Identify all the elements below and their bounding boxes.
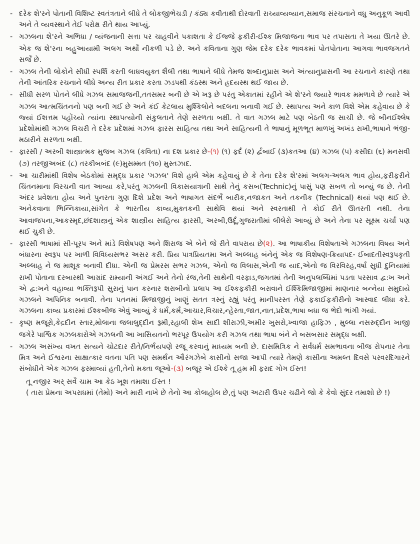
paragraph	[10, 341, 410, 375]
paragraph-text: આ ચારીમાંથી વિશેષ બેઠકોમાં સમૃદ્ધ પ્રકાર 'ગઝલ' વિશે હાલે એમ કહેવાયું છે કે તેના દરેક શે'રમાં અલગ-અલગ ભાવ હોય,ફરીફરીને ચિંતનમાના વિરચની વાત આવ્યા કરે,પરંતુ ગઝલની વિકાસયાત્રાની સાથે તેનું કસબ(Technic)નું પાસું પણ સબળ તો બન્યું જ છે. તેની અંદર પ્રવેશતા હોય અને પુનરતા ગુણ દિશે પ્રદેશ અને ભાષાગત સંદર્ભે બારીક,નજાકત અને તકનીક (Technical) થયાં પણ થઈ છે. અનેકવાના ભિન્નિકાયા,સાંગેત કે ભારતીય કાવ્ય,મુક્તકની સાથેવિ થયાં અને સ્વરતાથી તે કોઈ રીતે ઊતરતી નથી. તેના આવાજપના,આકસ્મૃદ,છંદશાસ્ત્રનું એક શાસ્ત્રીય સાહિત્ય ફારસી, અરબી,ઉર્દૂ,ગુજરાતીમાં લીલેરો આવ્યું છે અને તેના પર સૂક્ષ્મ ચર્ચા પણ થઈ ચુકી છે.	[19, 170, 410, 236]
bullet-marker: -	[10, 147, 13, 157]
paragraph-text: દરેક શે'રને પોતાની વિશિષ્ટ સ્વતંત્રતાને લીધે તે લોકજીભેચડી / કંઠ્ય કવીતાથી દોરવાતી રાચ્યાવ્યવ્યાન,સમાજ સંરચનાને વધુ અનુકૂળ આવી અને તે વ્યવસ્થાને તેઈ પરોક્ષ રીતે થાય આપ્યું.	[19, 9, 410, 30]
article-body	[10, 8, 410, 375]
paragraph-text: ફારસી / અરબી શાસ્ત્રાત્મક મુજબ ગઝલ (કવિતા) ના દશ પ્રકાર છે	[19, 147, 208, 157]
paragraph-text: ગઝલ તેની લોકોને સીધી સ્પર્શિ કરતી લાઘવયુક્ત શૈલી તથા ભાષાને લીધે તેમજ શબ્દાનુપ્રાસ અને અંત્યાનુપ્રાસની આ રચનાને કારણે તથા તેની આંતરિક રચનાને લીધે અન્ય રીત પ્રકાર કરતા ઝડપથી કંઠસ્થ અને હ્રદયસ્થ થઈ જાય છે.	[19, 67, 410, 88]
paragraph-text: ગઝલના શે'રને અભિધા / વ્યંજનાની સત્તા પર ચાહવીને પકાશતા કે ઈજ્જે ફકીરી-ઈશ્ક મિજાજના ભાવ પર તપાસતા તે ખયા ઊતરે છે. એક જ શે'રના બહુઆયામી અલગ અર્થો નીકળી પડે છે. અને કવિતાના ગુણ જેમ દરેક દરેક ભાવકમાં પોતપોતાના આગવા ભાવજગતને સર્જે છે.	[19, 32, 410, 64]
verse-translation: ( તારા પ્રેમના અપરાધમાં (તેમો) અને મારી નાખે છે તેનો આ કોલાહોલ છે,તું પણ અટારી ઉપર ચઢીને જો કે કેવો સુંદર તમાશો છે !)	[26, 387, 391, 397]
bullet-marker: -	[10, 239, 13, 249]
bullet-marker: -	[10, 67, 13, 77]
paragraph-text: કૃષ્ણ મજૂરો,કેદ્રદીન સ્તાર,મોલાના જલાલુદ્દીન રૂમી,રહાલી શેખ સાદી શીરાઝી,અમીર ખુસરો,ખ્વાજા હાફિઝ , મુલ્લા નસરુદ્દીન ખાજી જગેરે પાર્શ્વિક ગઝલકારોએ ગઝલની આ ખાસિયતનો ભરપૂર ઉપયોગ કરી ગઝલ તથા ભાષા બંને ને બસબસાર સમૃદ્ધ બક્ષી.	[19, 318, 410, 339]
bullet-marker: -	[10, 318, 13, 328]
bullet-marker: -	[10, 90, 13, 100]
paragraph	[10, 238, 410, 316]
paragraph-text: ફારસી ભાષામાં સી-પૂરપ અને માંડે વિશેષપણ અને શિરાજ એ બેને જે રીતે વાપરાય છે	[19, 239, 264, 249]
paragraph	[10, 170, 410, 237]
bullet-marker: -	[10, 170, 13, 180]
paragraph	[10, 66, 410, 88]
paragraph	[10, 317, 410, 339]
verse-line-1: તૂ નજીર અર્ સર્વે ચામ આ કેઠ ખૂશ તમાશા ઈસ્ત !	[26, 376, 171, 386]
footnote-marker: -(૩)	[170, 364, 184, 374]
bullet-marker: -	[10, 341, 13, 351]
paragraph-text-cont: (૧) ફર્દ (૨) ર્દ્વબાઈ (૩)કતઆ (૪) ગઝલ (૫) કસીદા (૬) મનસવી (૭) તરજીઅબંદ (૮) તરકીબબંદ (૯)મુસમ્મત (૧૦) મુસ્તઝાદ.	[19, 147, 410, 168]
bullet-marker: -	[10, 9, 13, 18]
paragraph-text-cont: બજૂર એ ઈશ્કે તૂ હમ મી ફરાદ ગોગ ઈસ્ત!	[183, 364, 307, 374]
paragraph	[10, 8, 410, 30]
paragraph-text: સીધી સરળ પોતને લીધે ગઝલ સમાજજની,તતસમર બની છે એ ખરૂ છે પરંતુ એકાતમાં રહીને એ શે'રને જ્યારે ભાવક મમળાવે છે ત્યારે એ ગઝલ આત્મચિંતનનો પણ બની ગઈ છે અને કંઈ કેટલાય મુશ્કિલોને બદલના બનાવી ગઈ છે. સ્થાપત્ય અને કાળ વિશે એમ કહેવાય છે કે જ્યાં ઈશત્તમ પહોંચ્યો ત્યાંના સ્થાપત્યોની સંકુલતાને તેણે સરળતા બક્ષી. તે વાત ગઝલ માટે પણ બેઠતી જ સાચી છે. જે બીનઈશ્લેષ પ્રદેશોમાંથી ગઝલ વિચરી તે દરેક પ્રદેશમાં ગઝલ ફારસ સાહિત્ય તથા અને સાહિત્યની તે ભાષાનું મૂળભૂત માળખું અખંડ રાખી,ભાષાને ભંજી-મઠારીને સરળતા બક્ષી.	[19, 90, 410, 145]
paragraph	[10, 31, 410, 65]
paragraph	[10, 146, 410, 168]
paragraph	[10, 89, 410, 145]
footnote-marker: -(૧)	[207, 147, 220, 157]
paragraph-text-cont: . આ ભાષાકીય વિશેષતાએ ગઝલના વિષય અને બંધારના સ્વરૂપ પર ખાળી વિવિધ્યસભર અસર કરી. પ્રિય પાત્રપ્રિયતમા અને અલ્લાહ બંનેનું એક જ વિશેષણ-ક્રિયાપદ- ઈબાદતીસ્વરૂપકૃતી અલ્લાહ ને જ માશૂક બનાવી દીધા. એની જ પ્રેમરસ સભર ગઝલ, એનો જ વિલાસ,એની જ યાદ,એનો જ વિરવિરહ,વર્ષા સુધી દુનિયામાં રાખી પોતાના દરબારથી આગ્રાંદ રામ્યાની અંગઈ અને તેનો રંજ,તેની સાથેની વરફાડ,જગતમાં તેની અનુપલબ્ધિમાં પડતા પરસાવ દ્વ:ખ અને એ દ્વ:ખને વહાવ્યા ભક્તિરૂપી સુરાનું પાન કરનાર શરાબીનો પ્રલાપ આ ઈશ્કફકીરી બરાવાને ઈશ્કિમિજાજીમાં માણનાર બન્નેયા સમુદાયે ગઝલને અપિનિક બનાવી. તેના પતનમાં મિજાજીનું ખાણું સતત ત્રસ્નું રહ્યું પરંતુ માનીપરસ્ત તેણે ફકાઈફકીરીનો આસ્વાદ લીધા કરે. ગઝલના કાવ્ય પ્રકારમાં ઈશ્કબીજ એવું આવ્યું કે ધર્મ,કર્મ,આચાર,વિચાર,ન્હેરતા,જાત,નાત,પ્રદેશ,ભાષા બધા જ ભેદો ભાંગી ગયાં.	[19, 239, 410, 316]
bullet-marker: -	[10, 32, 13, 42]
paragraph-text: ગઝલ અસંખ્ય વખત સત્યને ચોટદાર રીતે/નિર્ભયપણે રજૂ કરવાનું માધ્યમ બની છે. દાસમિત્રિક ને સર્વધર્મ સમભાવના બીજ રોપનાર તેના મિત્ર અને ઈશ્વરના સાક્ષાત્કાર વતના પતિ પણ સમર્થન ઔરંગઝેબે કાસીનો સજા આપી ત્યારે તેમણે કાસીના અમલ્ત દિવસે પરવરદિગારને સંબોધીને એક ગઝલ ફરમાવ્યાં હતી,તેનો મક્તા જૂઓ	[19, 341, 410, 374]
footnote-marker: (૨)	[263, 239, 273, 249]
